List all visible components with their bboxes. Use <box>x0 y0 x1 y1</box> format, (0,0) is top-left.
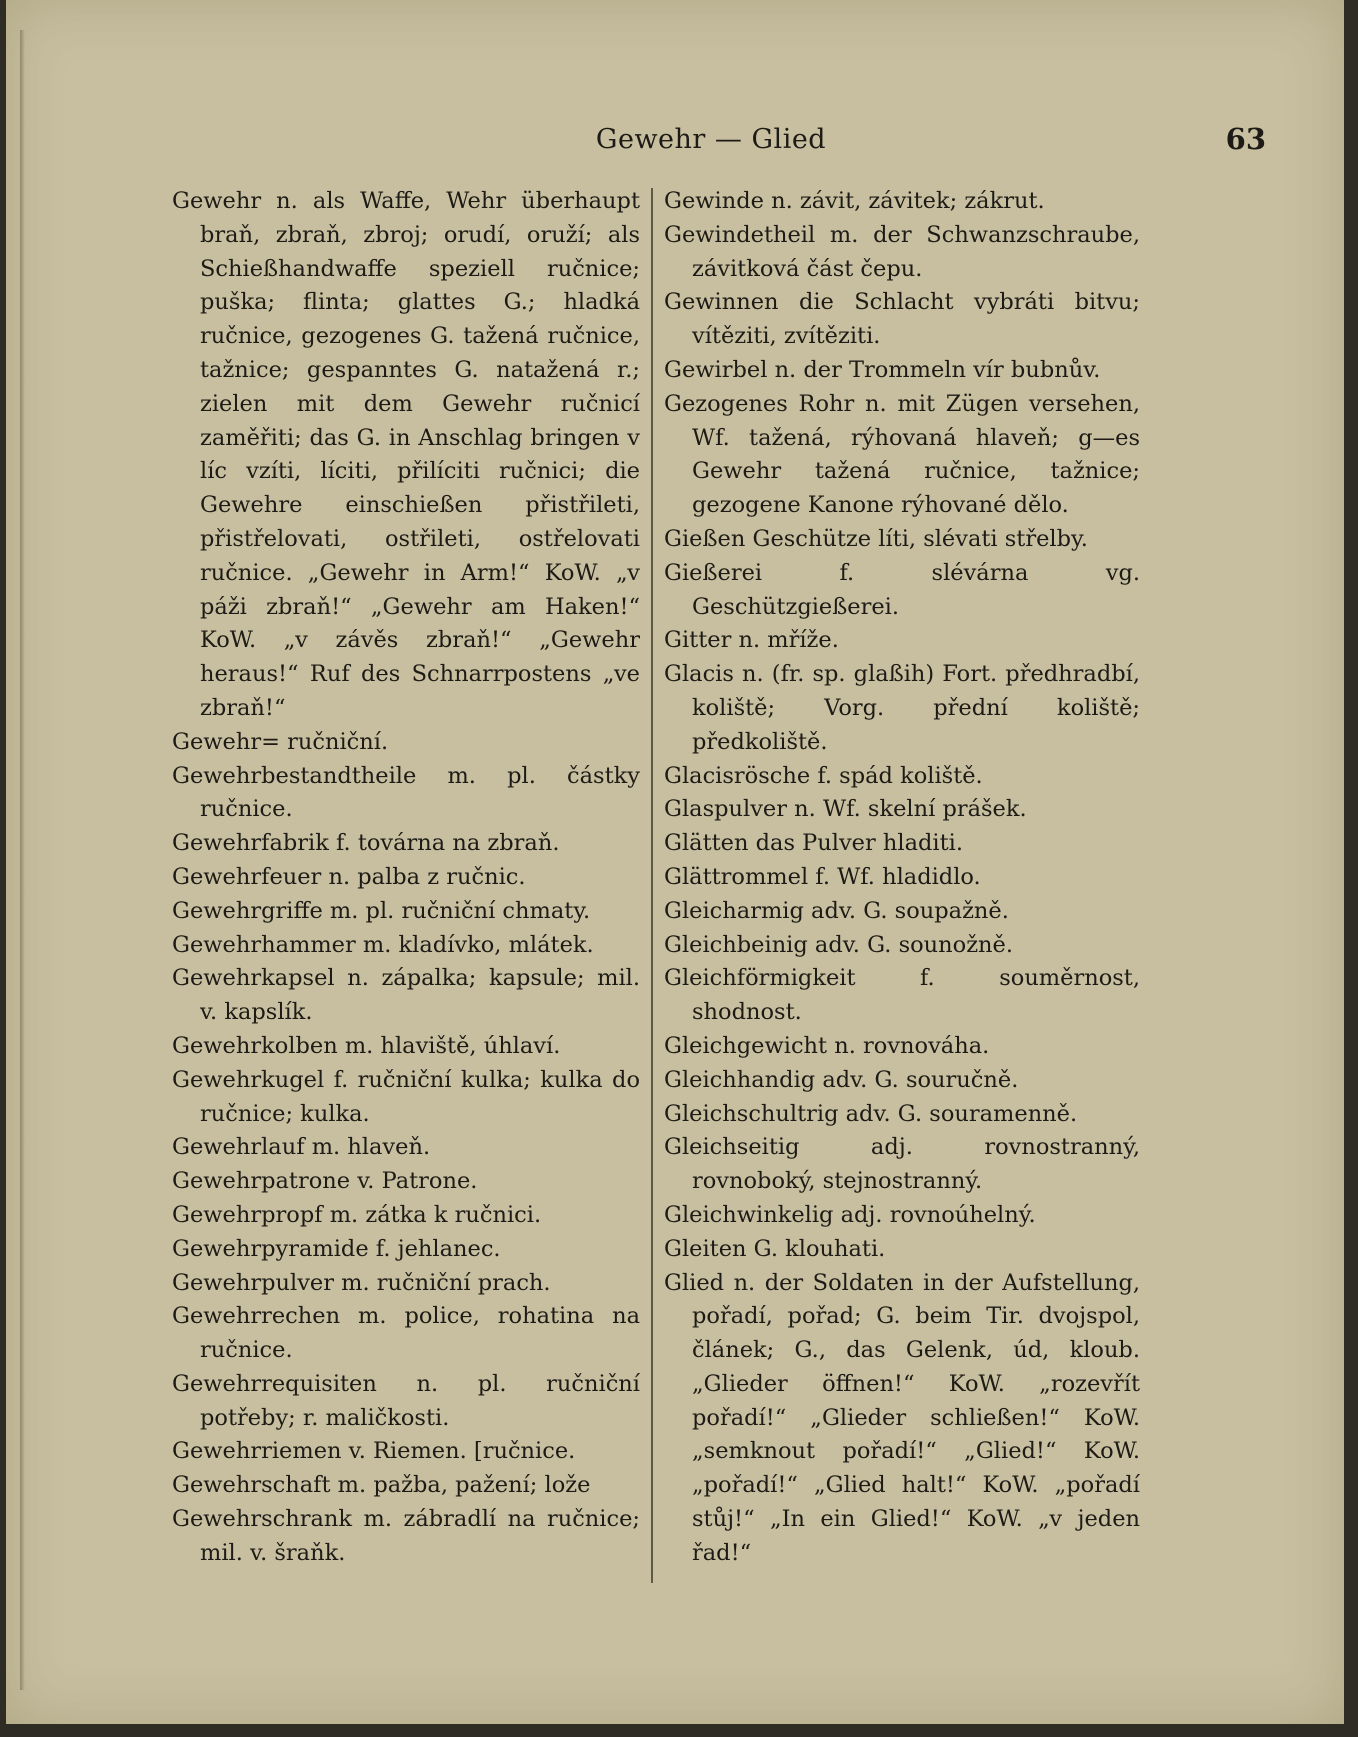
dictionary-entry: Gewehr n. als Waffe, Wehr überhaupt braň, zbraň, zbroj; orudí, oruží; als Schießhandwaffe speziell ručnice; puška; flinta; glattes G.; hladká ručnice, gezogenes G. tažená ručnice, tažnice; gespanntes G. natažená r.; zielen mit dem Gewehr ručnicí zaměřiti; das G. in Anschlag bringen v líc vzíti, líciti, přilíciti ručnici; die Gewehre einschießen přistřileti, přistřelovati, ostřileti, ostřelovati ručnice. „Gewehr in Arm!“ KoW. „v páži zbraň!“ „Gewehr am Haken!“ KoW. „v závěs zbraň!“ „Gewehr heraus!“ Ruf des Schnarrpostens „ve zbraň!“ <box>172 188 640 721</box>
dictionary-entry: Gewehrhammer m. kladívko, mlátek. <box>172 931 594 958</box>
dictionary-entry: Gleichförmigkeit f. souměrnost, shodnost. <box>664 965 1140 1026</box>
dictionary-entry: Glaspulver n. Wf. skelní prášek. <box>664 796 1027 823</box>
dictionary-entry: Gewehrbestandtheile m. pl. částky ručnice. <box>172 762 640 823</box>
dictionary-entry: Glätten das Pulver hladiti. <box>664 830 963 857</box>
dictionary-entry: Gewinnen die Schlacht vybráti bitvu; vítěziti, zvítěziti. <box>664 289 1140 350</box>
dictionary-entry: Gleichseitig adj. rovnostranný, rovnoboký, stejnostranný. <box>664 1134 1140 1195</box>
dictionary-entry: Gewehrpropf m. zátka k ručnici. <box>172 1201 542 1228</box>
dictionary-entry: Gewehrkapsel n. zápalka; kapsule; mil. v. kapslík. <box>172 965 640 1026</box>
dictionary-entry: Gewehrschrank m. zábradlí na ručnice; mil. v. šraňk. <box>172 1506 640 1566</box>
dictionary-entry: Gleichbeinig adv. G. sounožně. <box>664 931 1014 958</box>
dictionary-entry: Gitter n. mříže. <box>664 627 839 654</box>
dictionary-entry: Gewehrpatrone v. Patrone. <box>172 1168 478 1195</box>
dictionary-entry: Gewehrrequisiten n. pl. ručniční potřeby; r. maličkosti. <box>172 1370 640 1431</box>
dictionary-entry: Glacis n. (fr. sp. glaßih) Fort. předhradbí, koliště; Vorg. přední koliště; předkoliště. <box>664 661 1140 755</box>
dictionary-entry: Gleicharmig adv. G. soupažně. <box>664 897 1009 924</box>
dictionary-entry: Gewehrgriffe m. pl. ručniční chmaty. <box>172 897 591 924</box>
dictionary-entry: Gewehrschaft m. pažba, pažení; lože <box>172 1472 591 1499</box>
dictionary-entry: Glied n. der Soldaten in der Aufstellung, pořadí, pořad; G. beim Tir. dvojspol, článek; G., das Gelenk, úd, kloub. „Glieder öffnen!“ KoW. „rozevřít pořadí!“ „Glieder schließen!“ KoW. „semknout pořadí!“ „Glied!“ KoW. „pořadí!“ „Glied halt!“ KoW. „pořadí stůj!“ „In ein Glied!“ KoW. „v jeden řad!“ <box>664 1269 1140 1566</box>
dictionary-entry: Gewehrkolben m. hlaviště, úhlaví. <box>172 1032 561 1059</box>
page-header <box>116 112 1266 156</box>
dictionary-entry: Glacisrösche f. spád koliště. <box>664 762 983 789</box>
dictionary-entry: Gleichhandig adv. G. souručně. <box>664 1066 1019 1093</box>
right-column <box>664 185 1140 1571</box>
dictionary-entry: Gießerei f. slévárna vg. Geschützgießerei. <box>664 559 1140 620</box>
dictionary-entry: Gewehrlauf m. hlaveň. <box>172 1134 431 1161</box>
dictionary-entry: Gießen Geschütze líti, slévati střelby. <box>664 525 1088 552</box>
dictionary-entry: Gleiten G. klouhati. <box>664 1235 886 1262</box>
dictionary-entry: Gewehrkugel f. ručniční kulka; kulka do ručnice; kulka. <box>172 1066 640 1127</box>
dictionary-entry: Gewehrfabrik f. továrna na zbraň. <box>172 830 560 857</box>
dictionary-entry: Glättrommel f. Wf. hladidlo. <box>664 863 981 890</box>
running-title: Gewehr — Glied <box>595 124 827 155</box>
dictionary-entry: Gleichgewicht n. rovnováha. <box>664 1032 990 1059</box>
dictionary-entry: Gewehr= ručniční. <box>172 728 389 755</box>
dictionary-entry: Gleichwinkelig adj. rovnoúhelný. <box>664 1201 1036 1228</box>
dictionary-entry: Gezogenes Rohr n. mit Zügen versehen, Wf. tažená, rýhovaná hlaveň; g—es Gewehr tažená ručnice, tažnice; gezogene Kanone rýhované dělo. <box>664 390 1140 519</box>
page-number: 63 <box>1225 122 1266 156</box>
binding-gutter <box>20 30 25 1690</box>
dictionary-page <box>6 0 1344 1724</box>
dictionary-entry: Gewehrfeuer n. palba z ručnic. <box>172 863 526 890</box>
dictionary-entry: Gleichschultrig adv. G. souramenně. <box>664 1100 1078 1127</box>
left-column <box>172 185 640 1571</box>
dictionary-entry: Gewindetheil m. der Schwanzschraube, závitková část čepu. <box>664 221 1140 282</box>
column-divider <box>651 188 653 1583</box>
dictionary-entry: Gewehrrechen m. police, rohatina na ručnice. <box>172 1303 640 1364</box>
dictionary-entry: Gewehrpulver m. ručniční prach. <box>172 1269 551 1296</box>
dictionary-entry: Gewehrriemen v. Riemen. [ručnice. <box>172 1438 576 1465</box>
dictionary-entry: Gewehrpyramide f. jehlanec. <box>172 1235 501 1262</box>
dictionary-entry: Gewirbel n. der Trommeln vír bubnův. <box>664 356 1101 383</box>
dictionary-entry: Gewinde n. závit, závitek; zákrut. <box>664 188 1045 214</box>
